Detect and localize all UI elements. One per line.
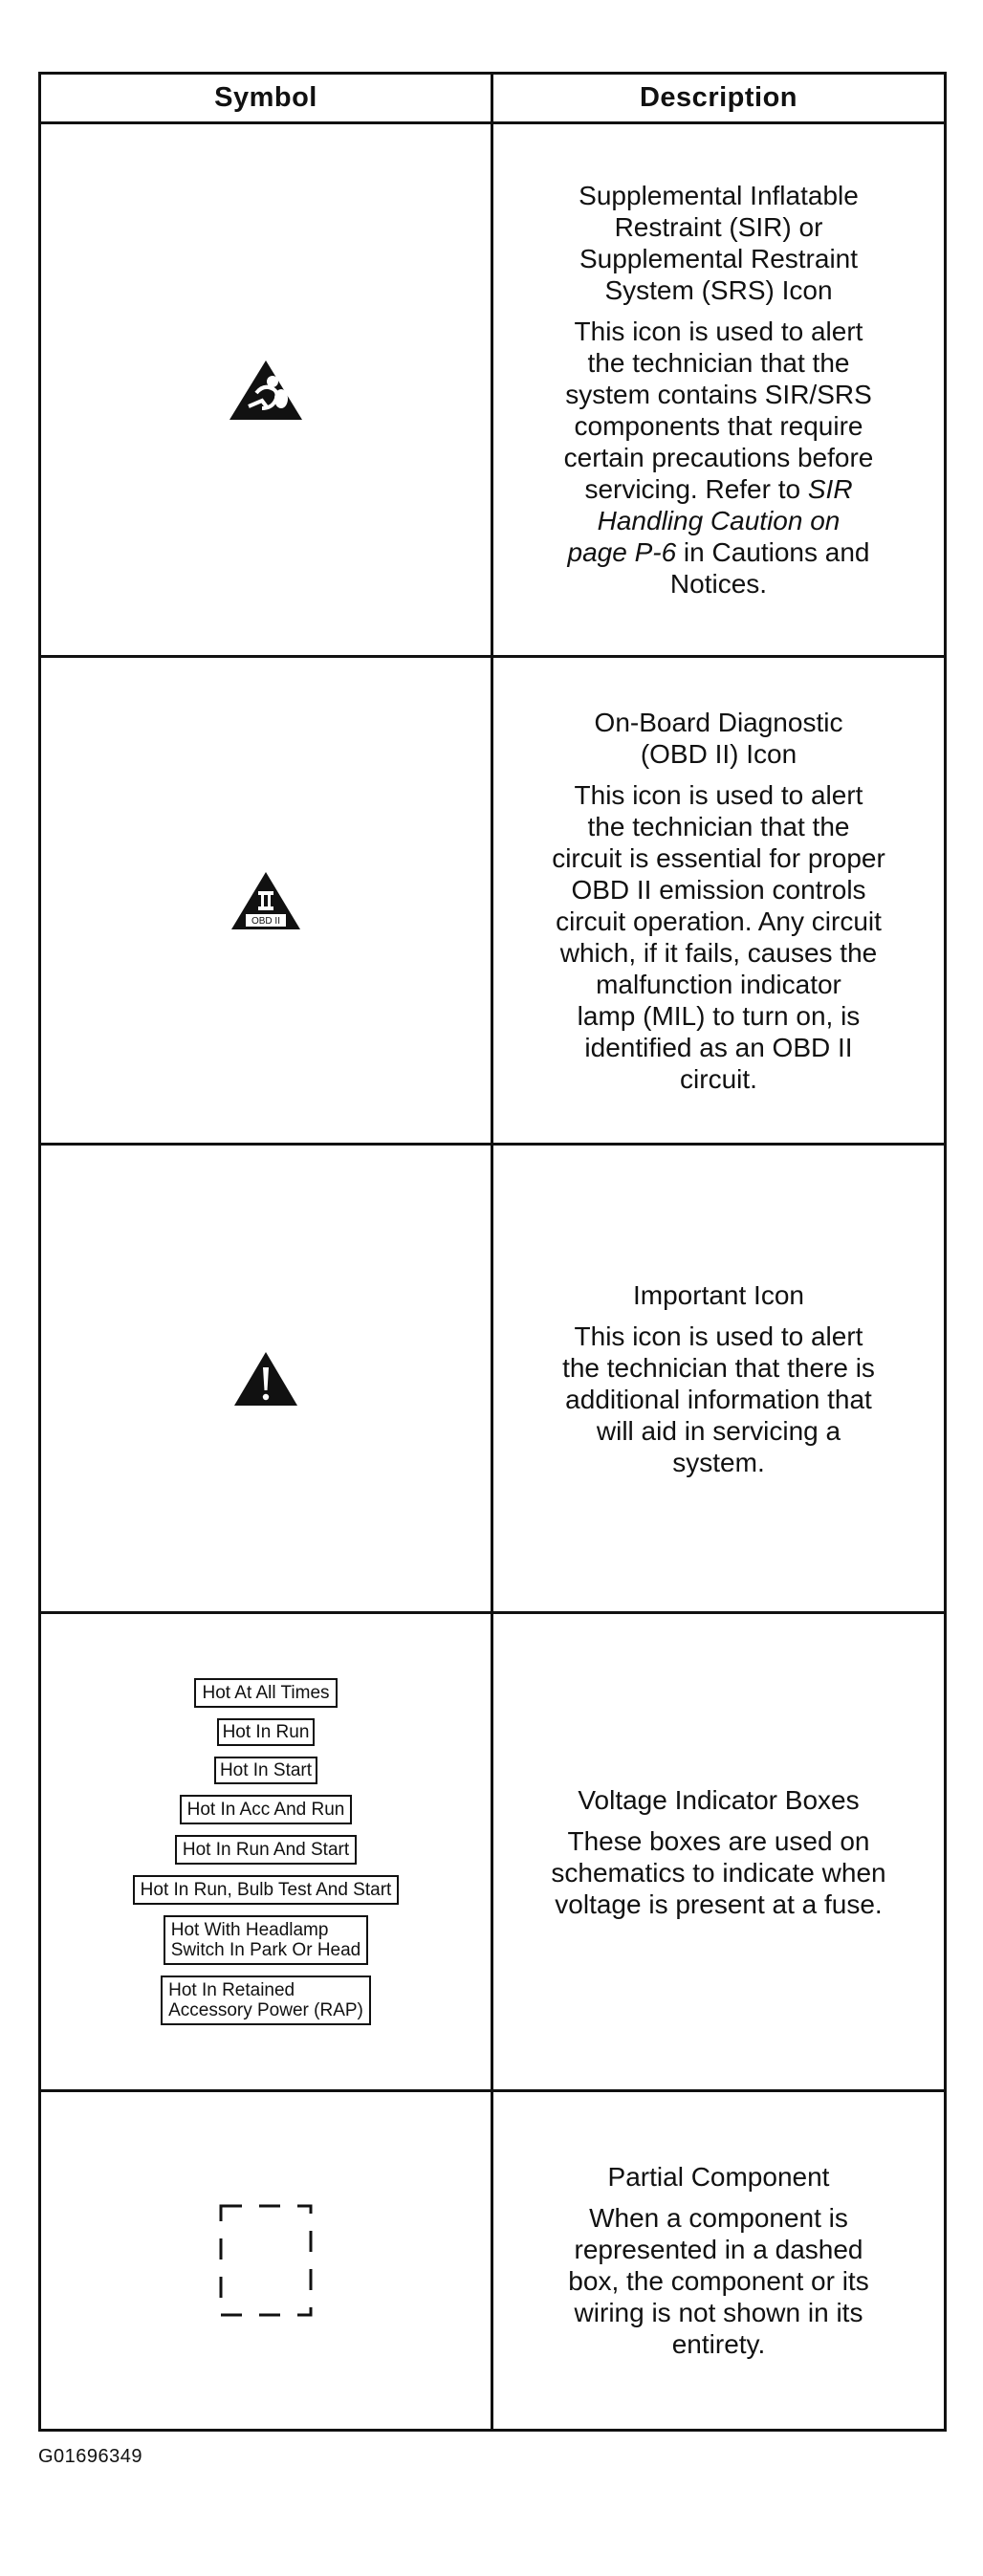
header-symbol: Symbol (214, 82, 317, 113)
voltage-box: Hot With Headlamp Switch In Park Or Head (164, 1915, 369, 1965)
voltage-box: Hot In Run (217, 1718, 316, 1746)
description-title: On-Board Diagnostic (OBD II) Icon (594, 707, 843, 769)
symbol-cell (41, 658, 491, 1143)
voltage-box: Hot In Start (214, 1757, 317, 1784)
description-title: Supplemental Inflatable Restraint (SIR) or Supplemental Restraint System (SRS) Icon (579, 181, 859, 305)
table-row (41, 658, 944, 1146)
voltage-box: Hot In Retained Accessory Power (RAP) (161, 1976, 371, 2025)
obd-ii-icon (229, 870, 302, 931)
description-cell (493, 124, 944, 655)
voltage-box: Hot In Run, Bulb Test And Start (133, 1875, 400, 1905)
voltage-box: Hot At All Times (194, 1678, 337, 1708)
header-description: Description (639, 82, 798, 113)
voltage-box: Hot In Run And Start (175, 1835, 357, 1865)
symbol-cell (41, 2092, 491, 2429)
description-title: Partial Component (607, 2162, 830, 2192)
voltage-box-list (133, 1678, 400, 2025)
description-cell (493, 1146, 944, 1611)
description-body: This icon is used to alert the technician that the circuit is essential for proper OBD II emission controls circuit operation. Any circuit which, if it fails, causes the malfunction indicator lamp (MIL) to turn on, is identified as an OBD II circuit. (552, 779, 885, 1094)
description-body: This icon is used to alert the technician that there is additional information that will aid in servicing a system. (562, 1321, 875, 1477)
table-row (41, 1614, 944, 2092)
dashed-box-icon (213, 2198, 318, 2323)
description-title: Important Icon (633, 1279, 804, 1310)
description-cell (493, 658, 944, 1143)
table-row (41, 1146, 944, 1614)
symbol-cell (41, 1146, 491, 1611)
sir-airbag-warning-icon (228, 359, 304, 422)
description-cell (493, 2092, 944, 2429)
table-row (41, 124, 944, 658)
svg-text:OBD II: OBD II (251, 915, 281, 927)
description-cell (493, 1614, 944, 2089)
table-header (41, 75, 944, 124)
symbol-cell (41, 1614, 491, 2089)
table-row (41, 2092, 944, 2429)
important-warning-icon (232, 1350, 299, 1408)
description-body: This icon is used to alert the technician that the system contains SIR/SRS components that require certain precautions before servicing. Refer to SIR Handling Caution on page P-6 in Cautions and Notices. (563, 317, 874, 599)
voltage-box: Hot In Acc And Run (180, 1795, 353, 1824)
figure-id-caption: G01696349 (38, 2446, 143, 2467)
symbol-cell (41, 124, 491, 655)
description-body: These boxes are used on schematics to indicate when voltage is present at a fuse. (551, 1825, 886, 1919)
symbol-table (38, 72, 947, 2432)
description-body: When a component is represented in a dashed box, the component or its wiring is not shown in its entirety. (568, 2203, 869, 2359)
description-title: Voltage Indicator Boxes (578, 1784, 860, 1815)
